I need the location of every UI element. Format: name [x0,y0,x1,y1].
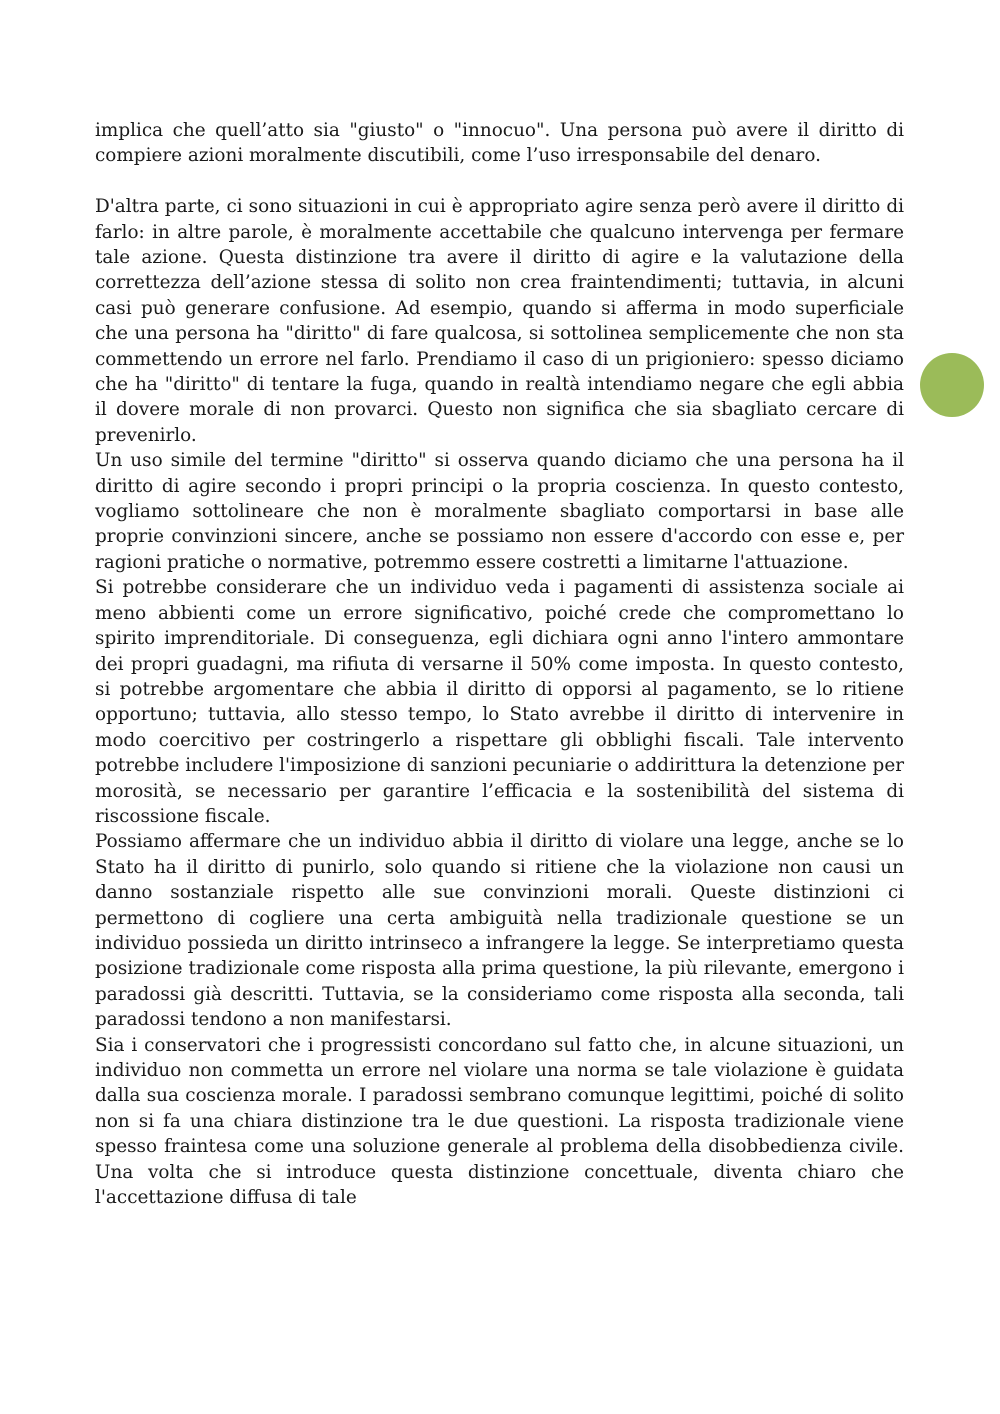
paragraph-4: Si potrebbe considerare che un individuo veda i pagamenti di assistenza sociale ai meno abbienti come un errore significativo, poiché crede che compromettano lo spirito imprenditoriale. Di conseguenza, egli dichiara ogni anno l'intero ammontare dei propri guadagni, ma rifiuta di versarne il 50% come imposta. In questo contesto, si potrebbe argomentare che abbia il diritto di opporsi al pagamento, se lo ritiene opportuno; tuttavia, allo stesso tempo, lo Stato avrebbe il diritto di intervenire in modo coercitivo per costringerlo a rispettare gli obblighi fiscali. Tale intervento potrebbe includere l'imposizione di sanzioni pecuniarie o addirittura la detenzione per morosità, se necessario per garantire l’efficacia e la sostenibilità del sistema di riscossione fiscale. [95,577,904,827]
paragraph-6: Sia i conservatori che i progressisti concordano sul fatto che, in alcune situazioni, un individuo non commetta un errore nel violare una norma se tale violazione è guidata dalla sua coscienza morale. I paradossi sembrano comunque legittimi, poiché di solito non si fa una chiara distinzione tra le due questioni. La risposta tradizionale viene spesso fraintesa come una soluzione generale al problema della disobbedienza civile. Una volta che si introduce questa distinzione concettuale, diventa chiaro che l'accettazione diffusa di tale [95,1034,904,1209]
paragraph-2: D'altra parte, ci sono situazioni in cui è appropriato agire senza però avere il diritto di farlo: in altre parole, è moralmente accettabile che qualcuno intervenga per fermare tale azione. Questa distinzione tra avere il diritto di agire e la valutazione della correttezza dell’azione stessa di solito non crea fraintendimenti; tuttavia, in alcuni casi può generare confusione. Ad esempio, quando si afferma in modo superficiale che una persona ha "diritto" di fare qualcosa, si sottolinea semplicemente che non sta commettendo un errore nel farlo. Prendiamo il caso di un prigioniero: spesso diciamo che ha "diritto" di tentare la fuga, quando in realtà intendiamo negare che egli abbia il dovere morale di non provarci. Questo non significa che sia sbagliato cercare di prevenirlo. [95,196,904,446]
green-circle-marker [920,353,984,417]
paragraph-1: implica che quell’atto sia "giusto" o "innocuo". Una persona può avere il diritto di compiere azioni moralmente discutibili, come l’uso irresponsabile del denaro. [95,120,904,167]
body-text [95,118,904,1210]
paragraph-3: Un uso simile del termine "diritto" si osserva quando diciamo che una persona ha il diritto di agire secondo i propri principi o la propria coscienza. In questo contesto, vogliamo sottolineare che non è moralmente sbagliato comportarsi in base alle proprie convinzioni sincere, anche se possiamo non essere d'accordo con esse e, per ragioni pratiche o normative, potremmo essere costretti a limitarne l'attuazione. [95,450,904,573]
paragraph-5: Possiamo affermare che un individuo abbia il diritto di violare una legge, anche se lo Stato ha il diritto di punirlo, solo quando si ritiene che la violazione non causi un danno sostanziale rispetto alle sue convinzioni morali. Queste distinzioni ci permettono di cogliere una certa ambiguità nella tradizionale questione se un individuo possieda un diritto intrinseco a infrangere la legge. Se interpretiamo questa posizione tradizionale come risposta alla prima questione, la più rilevante, emergono i paradossi già descritti. Tuttavia, se la consideriamo come risposta alla seconda, tali paradossi tendono a non manifestarsi. [95,831,904,1031]
